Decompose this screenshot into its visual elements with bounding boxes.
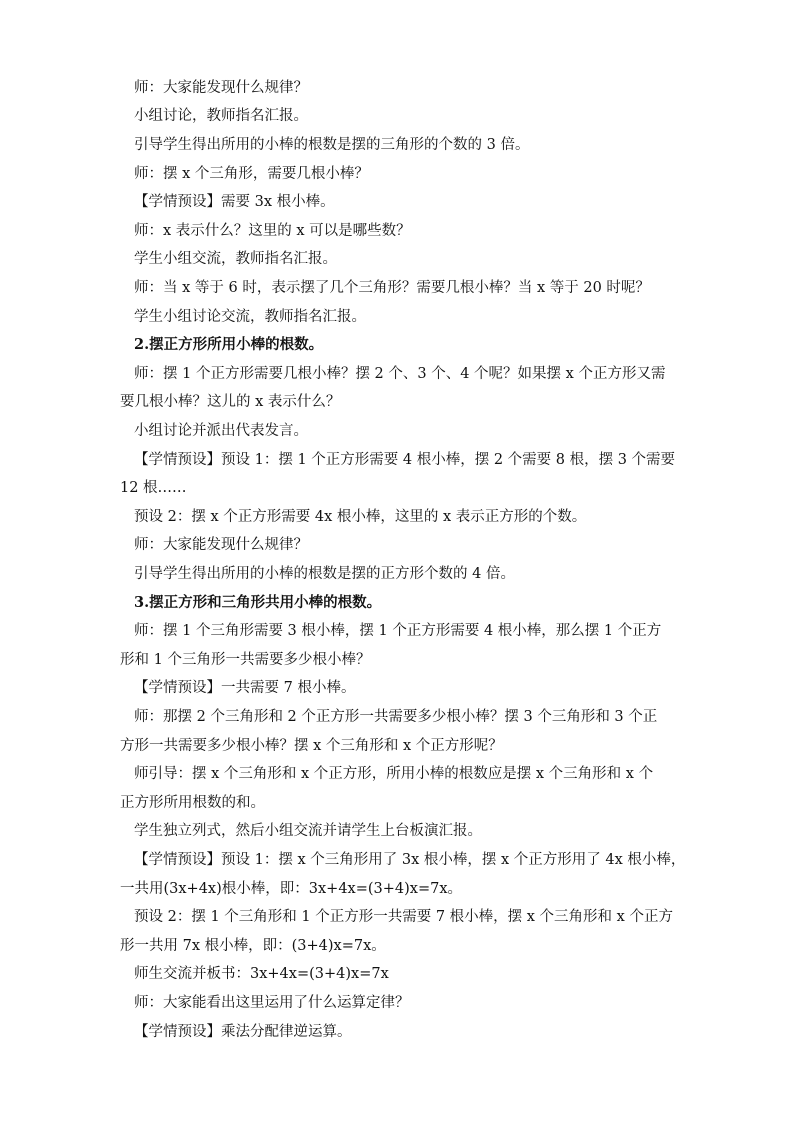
- text-line: 引导学生得出所用的小棒的根数是摆的三角形的个数的 3 倍。: [134, 137, 530, 153]
- text-line: 师：大家能发现什么规律？: [134, 537, 308, 553]
- prediction-line: 【学情预设】乘法分配律逆运算。: [134, 1024, 352, 1040]
- text-line: 师：那摆 2 个三角形和 2 个正方形一共需要多少根小棒？摆 3 个三角形和 3 个正: [134, 709, 658, 725]
- prediction-line: 【学情预设】需要 3x 根小棒。: [134, 194, 335, 210]
- text-line: 学生独立列式，然后小组交流并请学生上台板演汇报。: [134, 823, 482, 839]
- text-line: 小组讨论，教师指名汇报。: [134, 108, 308, 124]
- text-line: 学生小组讨论交流，教师指名汇报。: [134, 309, 366, 325]
- text-line: 师：摆 1 个正方形需要几根小棒？摆 2 个、3 个、4 个呢？如果摆 x 个正方形又需: [134, 366, 666, 382]
- text-line: 预设 2：摆 x 个正方形需要 4x 根小棒，这里的 x 表示正方形的个数。: [134, 509, 587, 525]
- text-line: 师：x 表示什么？这里的 x 可以是哪些数？: [134, 223, 411, 239]
- prediction-line: 【学情预设】预设 1：摆 x 个三角形用了 3x 根小棒，摆 x 个正方形用了 4x 根小棒，: [134, 852, 686, 868]
- text-line: 方形一共需要多少根小棒？摆 x 个三角形和 x 个正方形呢？: [120, 738, 503, 754]
- text-line: 引导学生得出所用的小棒的根数是摆的正方形个数的 4 倍。: [134, 566, 515, 582]
- text-line: 要几根小棒？这儿的 x 表示什么？: [120, 394, 341, 410]
- prediction-line: 【学情预设】一共需要 7 根小棒。: [134, 680, 356, 696]
- text-line: 正方形所用根数的和。: [120, 795, 265, 811]
- text-line: 学生小组交流，教师指名汇报。: [134, 251, 337, 267]
- text-line: 12 根……: [120, 480, 187, 496]
- prediction-line: 【学情预设】预设 1：摆 1 个正方形需要 4 根小棒，摆 2 个需要 8 根，摆 3 个需要: [134, 452, 676, 468]
- text-line: 师：摆 x 个三角形，需要几根小棒？: [134, 166, 369, 182]
- text-line: 形一共用 7x 根小棒，即：(3+4)x=7x。: [120, 938, 386, 954]
- text-line: 师：摆 1 个三角形需要 3 根小棒，摆 1 个正方形需要 4 根小棒，那么摆 1 个正方: [134, 623, 662, 639]
- text-line: 小组讨论并派出代表发言。: [134, 423, 308, 439]
- text-line: 师：当 x 等于 6 时，表示摆了几个三角形？需要几根小棒？当 x 等于 20 时呢？: [134, 280, 650, 296]
- text-line: 形和 1 个三角形一共需要多少根小棒？: [120, 652, 371, 668]
- text-line: 预设 2：摆 1 个三角形和 1 个正方形一共需要 7 根小棒，摆 x 个三角形和 x 个正方: [134, 909, 673, 925]
- text-line: 师：大家能看出这里运用了什么运算定律？: [134, 995, 410, 1011]
- text-line: 师引导：摆 x 个三角形和 x 个正方形，所用小棒的根数应是摆 x 个三角形和 x 个: [134, 766, 654, 782]
- section-heading: 3.摆正方形和三角形共用小棒的根数。: [134, 594, 382, 611]
- text-line: 师：大家能发现什么规律？: [134, 80, 308, 96]
- section-heading: 2.摆正方形所用小棒的根数。: [134, 336, 324, 353]
- text-line: 师生交流并板书：3x+4x=(3+4)x=7x: [134, 966, 389, 982]
- text-line: 一共用(3x+4x)根小棒，即：3x+4x=(3+4)x=7x。: [120, 881, 463, 897]
